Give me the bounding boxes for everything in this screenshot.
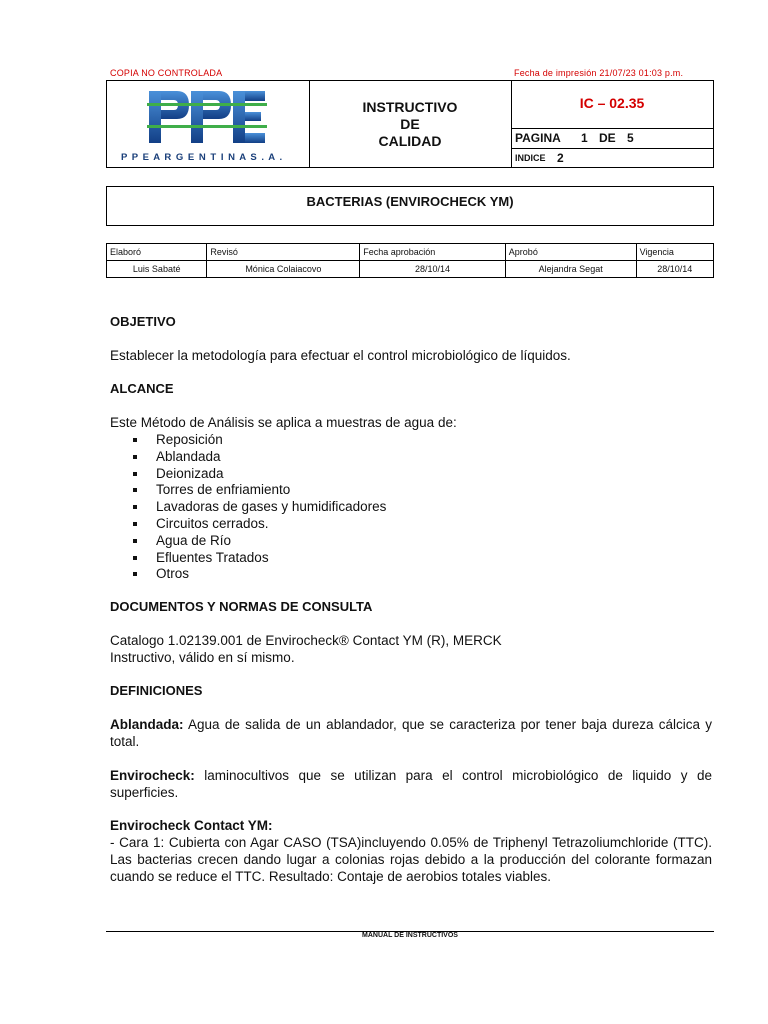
approval-header-cell: Vigencia	[636, 244, 713, 261]
approval-value-cell: Mónica Colaiacovo	[207, 261, 360, 278]
approval-value-cell: 28/10/14	[636, 261, 713, 278]
page-label: PAGINA	[515, 131, 561, 145]
doc-code: IC – 02.35	[579, 95, 645, 111]
page-total: 5	[627, 131, 634, 145]
print-date: Fecha de impresión 21/07/23 01:03 p.m.	[514, 68, 684, 78]
definition-contact-ym-text: - Cara 1: Cubierta con Agar CASO (TSA)incluyendo 0.05% de Triphenyl Tetrazoliumchloride (TTC). Las bacterias crecen dando lugar a colonias rojas debido a la producción del colorante formazan cuando se reduce el TTC. Resultado: Contaje de aerobios totales viables.	[110, 835, 712, 884]
approval-header-row	[107, 244, 714, 261]
document-subject: BACTERIAS (ENVIROCHECK YM)	[106, 186, 714, 226]
footer-text: MANUAL DE INSTRUCTIVOS	[362, 932, 458, 939]
page-of: DE	[599, 131, 616, 145]
alcance-list	[130, 432, 386, 583]
doc-code-row	[511, 81, 713, 129]
index-label: INDICE	[515, 153, 546, 163]
definition-text: Agua de salida de un ablandador, que se caracteriza por tener baja dureza cálcica y total.	[110, 717, 712, 749]
doc-type-line: DE	[400, 116, 420, 132]
definition-envirocheck	[110, 767, 712, 801]
page-number: 1	[581, 131, 588, 145]
approval-values-row	[107, 261, 714, 278]
objetivo-text: Establecer la metodología para efectuar el control microbiológico de líquidos.	[110, 348, 571, 363]
list-item: Otros	[130, 566, 386, 583]
list-item: Efluentes Tratados	[130, 550, 386, 567]
list-item: Torres de enfriamiento	[130, 482, 386, 499]
doc-code-cell	[511, 81, 713, 167]
definition-term: Envirocheck:	[110, 768, 195, 783]
doc-type-line: CALIDAD	[378, 133, 442, 149]
company-logo-cell	[107, 81, 310, 167]
approval-header-cell: Revisó	[207, 244, 360, 261]
definition-term: Ablandada:	[110, 717, 184, 732]
list-item: Circuitos cerrados.	[130, 516, 386, 533]
index-row	[511, 149, 713, 167]
approval-header-cell: Fecha aprobación	[360, 244, 506, 261]
docs-line-2: Instructivo, válido en sí mismo.	[110, 650, 295, 665]
section-title-objetivo: OBJETIVO	[110, 314, 176, 329]
section-title-definiciones: DEFINICIONES	[110, 683, 203, 698]
approval-table	[106, 243, 714, 278]
section-title-alcance: ALCANCE	[110, 381, 174, 396]
approval-header-cell: Aprobó	[505, 244, 636, 261]
list-item: Reposición	[130, 432, 386, 449]
company-name: P P E A R G E N T I N A S . A .	[121, 152, 284, 163]
definition-text: laminocultivos que se utilizan para el control microbiológico de liquido y de superficies.	[110, 768, 712, 800]
page-row	[511, 128, 713, 149]
document-header	[106, 80, 714, 168]
approval-value-cell: Luis Sabaté	[107, 261, 207, 278]
list-item: Ablandada	[130, 449, 386, 466]
approval-value-cell: 28/10/14	[360, 261, 506, 278]
approval-header-cell: Elaboró	[107, 244, 207, 261]
approval-value-cell: Alejandra Segat	[505, 261, 636, 278]
list-item: Deionizada	[130, 466, 386, 483]
docs-line-1: Catalogo 1.02139.001 de Envirocheck® Contact YM (R), MERCK	[110, 633, 502, 648]
company-logo	[147, 87, 267, 147]
list-item: Agua de Río	[130, 533, 386, 550]
doc-type-cell	[309, 81, 512, 167]
index-value: 2	[557, 151, 564, 165]
list-item: Lavadoras de gases y humidificadores	[130, 499, 386, 516]
section-title-documentos: DOCUMENTOS Y NORMAS DE CONSULTA	[110, 599, 373, 614]
definition-term-contact-ym: Envirocheck Contact YM:	[110, 818, 273, 833]
copy-status: COPIA NO CONTROLADA	[110, 68, 223, 78]
doc-type-line: INSTRUCTIVO	[362, 99, 458, 115]
alcance-intro: Este Método de Análisis se aplica a muestras de agua de:	[110, 415, 457, 430]
definition-ablandada	[110, 716, 712, 750]
